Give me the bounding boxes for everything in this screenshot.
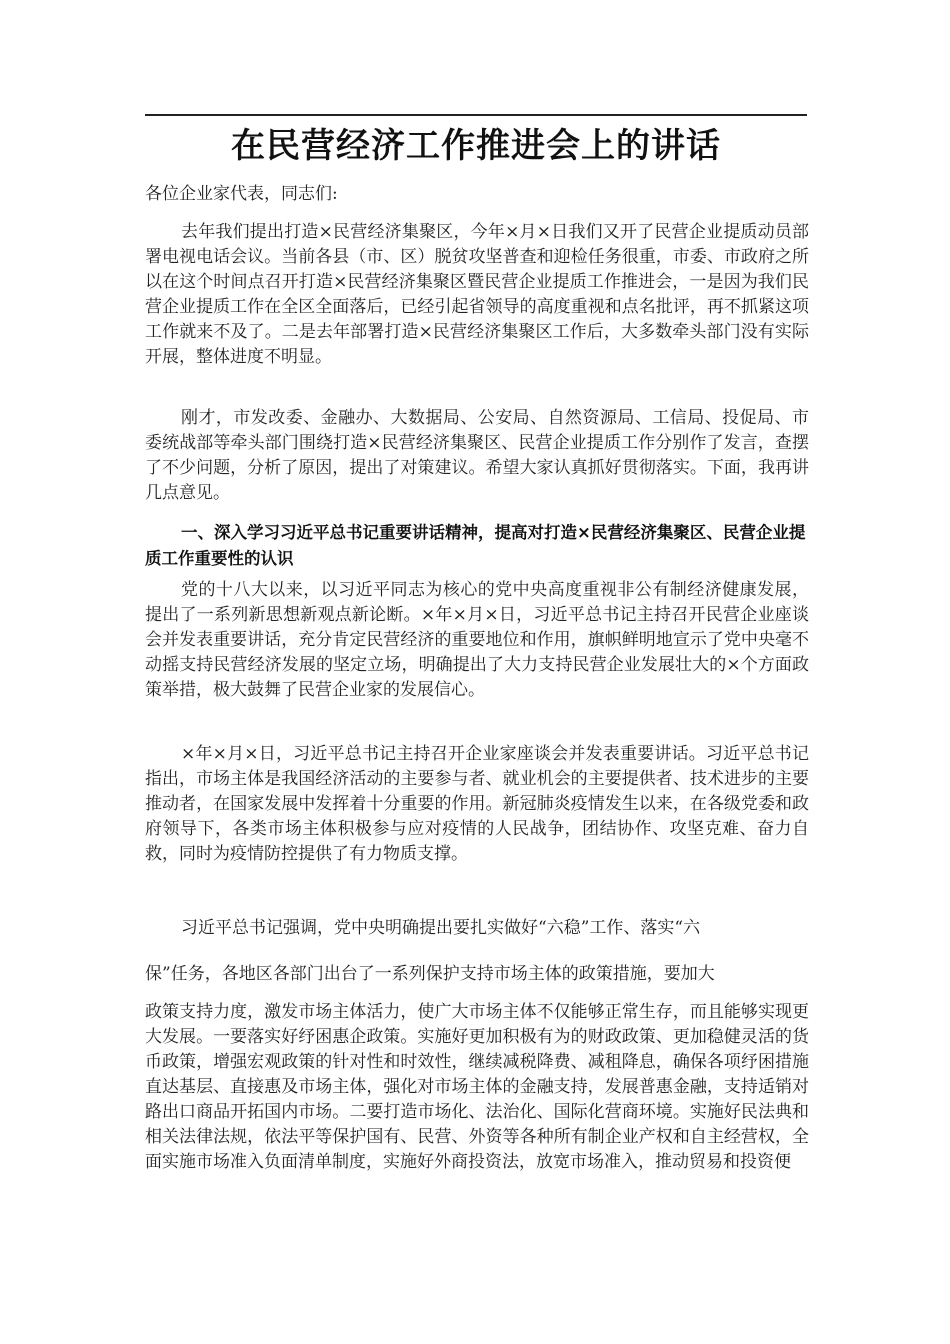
paragraph-2: 刚才，市发改委、金融办、大数据局、公安局、自然资源局、工信局、投促局、市委统战部等牵头部门围绕打造×民营经济集聚区、民营企业提质工作分别作了发言，查摆了不少问题，分析了原因，提出了对策建议。希望大家认真抓好贯彻落实。下面，我再讲几点意见。: [145, 408, 809, 503]
paragraph-5-line-2: 保”任务，各地区各部门出台了一系列保护支持市场主体的政策措施，要加大: [145, 964, 715, 984]
paragraph-4: ×年×月×日，习近平总书记主持召开企业家座谈会并发表重要讲话。习近平总书记指出，市场主体是我国经济活动的主要参与者、就业机会的主要提供者、技术进步的主要推动者，在国家发展中发挥着十分重要的作用。新冠肺炎疫情发生以来，在各级党委和政府领导下，各类市场主体积极参与应对疫情的人民战争，团结协作、攻坚克难、奋力自救，同时为疫情防控提供了有力物质支撑。: [145, 744, 809, 864]
paragraph-5-line-1: 习近平总书记强调，党中央明确提出要扎实做好“六稳”工作、落实“六: [181, 918, 701, 938]
paragraph-1: 去年我们提出打造×民营经济集聚区，今年×月×日我们又开了民营企业提质动员部署电视电话会议。当前各县（市、区）脱贫攻坚普查和迎检任务很重，市委、市政府之所以在这个时间点召开打造×民营经济集聚区暨民营企业提质工作推进会，一是因为我们民营企业提质工作在全区全面落后，已经引起省领导的高度重视和点名批评，再不抓紧这项工作就来不及了。二是去年部署打造×民营经济集聚区工作后，大多数牵头部门没有实际开展，整体进度不明显。: [145, 222, 809, 367]
paragraph-3: 党的十八大以来，以习近平同志为核心的党中央高度重视非公有制经济健康发展，提出了一系列新思想新观点新论断。×年×月×日，习近平总书记主持召开民营企业座谈会并发表重要讲话，充分肯定民营经济的重要地位和作用，旗帜鲜明地宣示了党中央毫不动摇支持民营经济发展的坚定立场，明确提出了大力支持民营企业发展壮大的×个方面政策举措，极大鼓舞了民营企业家的发展信心。: [145, 580, 809, 700]
salutation: 各位企业家代表，同志们:: [145, 184, 338, 204]
paragraph-5-continued: 政策支持力度，激发市场主体活力，使广大市场主体不仅能够正常生存，而且能够实现更大发展。一要落实好纾困惠企政策。实施好更加积极有为的财政政策、更加稳健灵活的货币政策，增强宏观政策的针对性和时效性，继续减税降费、减租降息，确保各项纾困措施直达基层、直接惠及市场主体，强化对市场主体的金融支持，发展普惠金融，支持适销对路出口商品开拓国内市场。二要打造市场化、法治化、国际化营商环境。实施好民法典和相关法律法规，依法平等保护国有、民营、外资等各种所有制企业产权和自主经营权，全面实施市场准入负面清单制度，实施好外商投资法，放宽市场准入，推动贸易和投资便: [145, 1002, 809, 1172]
document-title: 在民营经济工作推进会上的讲话: [231, 126, 721, 166]
header-rule: [145, 114, 807, 116]
section-heading-1: 一、深入学习习近平总书记重要讲话精神，提高对打造×民营经济集聚区、民营企业提质工作重要性的认识: [145, 523, 806, 568]
